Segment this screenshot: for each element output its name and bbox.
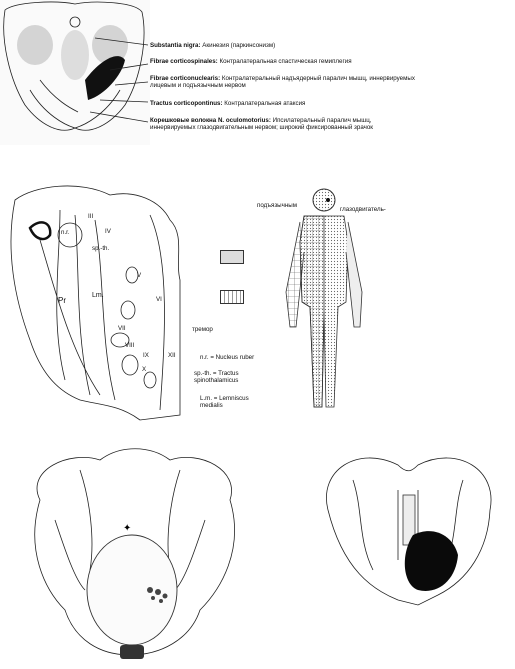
corticospinales-desc: Контралатеральная спастическая гемиплегия	[219, 58, 352, 65]
swatch-stippled	[220, 250, 244, 264]
label-pr: Pr	[58, 296, 66, 305]
body-sensory-map	[276, 182, 376, 412]
swatch-dotted	[220, 290, 244, 304]
body-label-oculomotor: глазодвигатель-	[340, 206, 386, 213]
brainstem-ventral-drawing	[20, 440, 245, 660]
oculomotor-desc: Ипсилатеральный паралич мышц, иннервируемых глазодвигательным нервом; широкий фиксированный зрачок	[150, 117, 374, 132]
body-label-hypoglossal: подъязычным	[257, 202, 297, 209]
roman-X: X	[142, 366, 147, 373]
roman-IX: IX	[143, 352, 149, 359]
corticospinales-row	[150, 58, 380, 65]
roman-III: III	[88, 213, 94, 220]
corticonuclearis-term: Fibrae corticonuclearis:	[150, 75, 221, 82]
corticopontinus-desc: Контралатеральная атаксия	[224, 100, 306, 107]
roman-VII: VII	[118, 325, 126, 332]
corticonuclearis-row	[150, 75, 422, 90]
label-nucleus-ruber: n.r.	[61, 229, 70, 236]
oculomotor-term: Корешковые волокна N. oculomotorius:	[150, 117, 271, 124]
roman-V: V	[137, 272, 142, 279]
roman-IV: IV	[105, 228, 111, 235]
legend-nr: n.r. = Nucleus ruber	[200, 354, 255, 361]
corticopontinus-term: Tractus corticopontinus:	[150, 100, 223, 107]
cerebellum-lesion-drawing	[318, 440, 498, 620]
label-spinothalamic: sp.-th.	[92, 245, 110, 252]
legend-lm: L.m. = Lemniscus medialis	[200, 395, 249, 410]
midbrain-section-drawing	[0, 0, 150, 145]
tremor-label: тремор	[192, 326, 213, 333]
substantia-nigra-row	[150, 42, 275, 49]
svg-text:✦: ✦	[123, 523, 132, 534]
legend-spth: sp.-th. = Tractus spinothalamicus	[194, 370, 239, 385]
corticonuclearis-desc: Контралатеральный надъядерный паралич мышц, иннервируемых лицевым и подъязычным нервом	[150, 75, 415, 90]
brainstem-sagittal-drawing	[0, 180, 205, 430]
substantia-nigra-desc: Акинезия (паркинсонизм)	[202, 42, 276, 49]
roman-VI: VI	[156, 296, 162, 303]
substantia-nigra-term: Substantia nigra:	[150, 42, 201, 49]
roman-VIII: VIII	[125, 342, 135, 349]
corticopontinus-row	[150, 100, 305, 107]
corticospinales-term: Fibrae corticospinales:	[150, 58, 218, 65]
label-lemniscus: Lm.	[92, 292, 104, 299]
oculomotor-row	[150, 117, 400, 132]
roman-XII: XII	[168, 352, 176, 359]
